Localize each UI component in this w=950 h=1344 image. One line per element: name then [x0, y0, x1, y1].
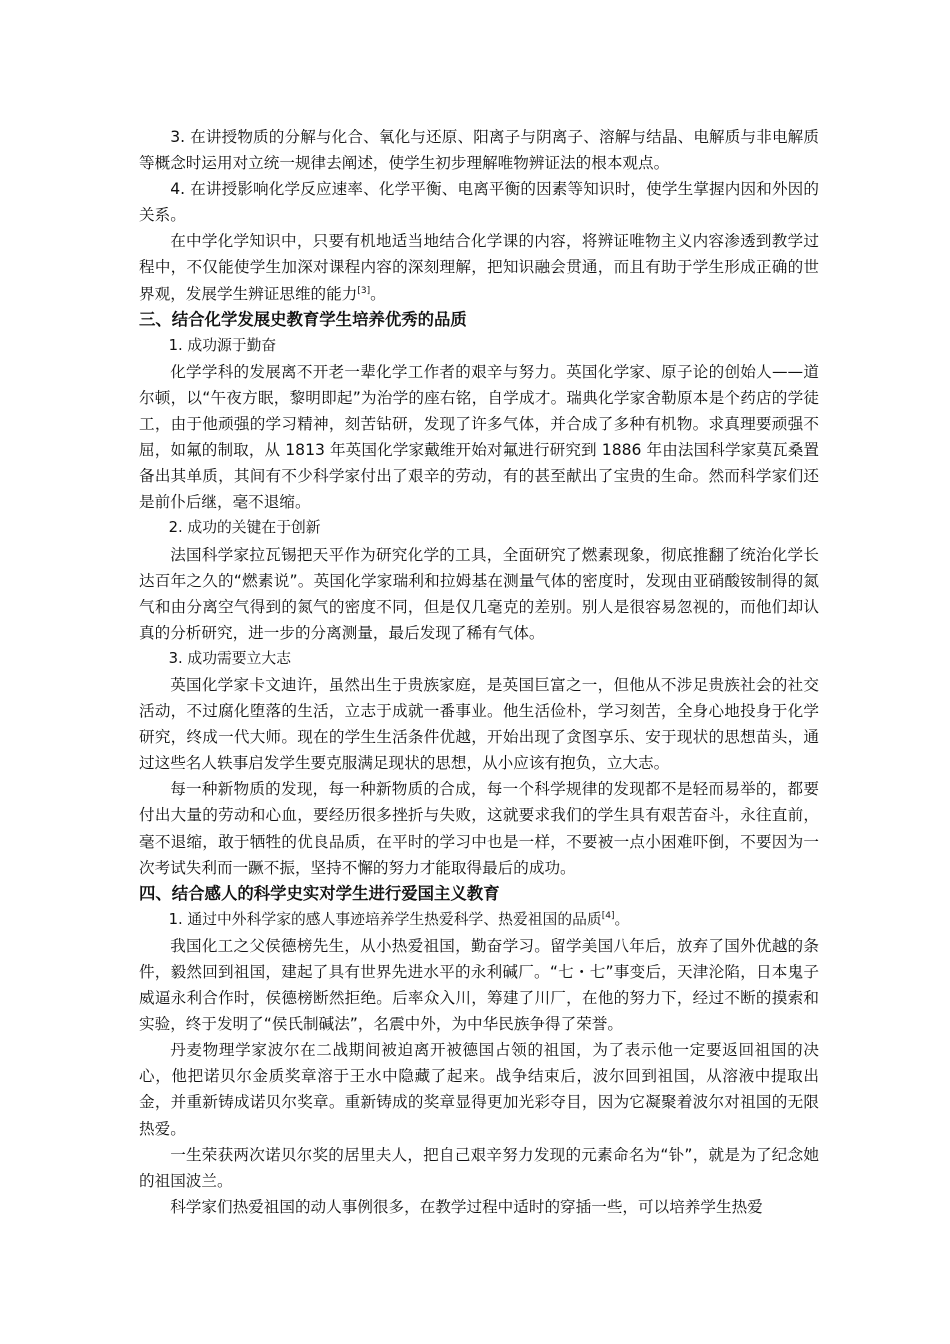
summary-text: 在中学化学知识中，只要有机地适当地结合化学课的内容，将辨证唯物主义内容渗透到教学过程中，不仅能使学生加深对课程内容的深刻理解，把知识融会贯通，而且有助于学生形成正确的世界观，发展学生辨证思维的能力 [139, 232, 819, 303]
subheading-patriotism [139, 907, 819, 933]
paragraph-closing: 科学家们热爱祖国的动人事例很多，在教学过程中适时的穿插一些，可以培养学生热爱 [170, 1197, 763, 1216]
subheading-diligence: 1. 成功源于勤奋 [168, 336, 277, 354]
paragraph-ambition: 英国化学家卡文迪许，虽然出生于贵族家庭，是英国巨富之一，但他从不涉足贵族社会的社交活动，不过腐化堕落的生活，立志于成就一番事业。他生活俭朴，学习刻苦，全身心地投身于化学研究，终成一代大师。现在的学生生活条件优越，开始出现了贪图享乐、安于现状的思想苗头，通过这些名人轶事启发学生要克服满足现状的思想，从小应该有抱负，立大志。 [139, 675, 819, 773]
paragraph-perseverance: 每一种新物质的发现，每一种新物质的合成，每一个科学规律的发现都不是轻而易举的，都要付出大量的劳动和心血，要经历很多挫折与失败，这就要求我们的学生具有艰苦奋斗，永往直前，毫不退缩，敢于牺牲的优良品质，在平时的学习中也是一样，不要被一点小困难吓倒，不要因为一次考试失利而一蹶不振，坚持不懈的努力才能取得最后的成功。 [139, 780, 819, 877]
paragraph-item-3: 3. 在讲授物质的分解与化合、氧化与还原、阳离子与阴离子、溶解与结晶、电解质与非电解质等概念时运用对立统一规律去阐述，使学生初步理解唯物辨证法的根本观点。 [139, 128, 819, 173]
citation-3: [3] [357, 285, 371, 296]
paragraph-hou-debang: 我国化工之父侯德榜先生，从小热爱祖国，勤奋学习。留学美国八年后，放弃了国外优越的条件，毅然回到祖国，建起了具有世界先进水平的永利碱厂。“七・七”事变后，天津沦陷，日本鬼子威逼永利合作时，侯德榜断然拒绝。后率众入川，筹建了川厂，在他的努力下，经过不断的摸索和实验，终于发明了“侯氏制碱法”，名震中外，为中华民族争得了荣誉。 [139, 936, 819, 1034]
paragraph-summary [139, 228, 819, 306]
paragraph-bohr: 丹麦物理学家波尔在二战期间被迫离开被德国占领的祖国，为了表示他一定要返回祖国的决心，他把诺贝尔金质奖章溶于王水中隐藏了起来。战争结束后，波尔回到祖国，从溶液中提取出金，并重新铸成诺贝尔奖章。重新铸成的奖章显得更加光彩夺目，因为它凝聚着波尔对祖国的无限热爱。 [139, 1041, 819, 1138]
citation-4: [4] [601, 910, 615, 921]
subheading-patriotism-end: 。 [614, 910, 630, 928]
paragraph-innovation: 法国科学家拉瓦锡把天平作为研究化学的工具，全面研究了燃素现象，彻底推翻了统治化学长达百年之久的“燃素说”。英国化学家瑞利和拉姆基在测量气体的密度时，发现由亚硝酸铵制得的氮气和由分离空气得到的氮气的密度不同，但是仅几毫克的差别。别人是很容易忽视的，而他们却认真的分析研究，进一步的分离测量，最后发现了稀有气体。 [139, 545, 819, 642]
paragraph-curie: 一生荣获两次诺贝尔奖的居里夫人，把自己艰辛努力发现的元素命名为“钋”，就是为了纪念她的祖国波兰。 [139, 1145, 819, 1190]
paragraph-item-4: 4. 在讲授影响化学反应速率、化学平衡、电离平衡的因素等知识时，使学生掌握内因和外因的关系。 [139, 180, 819, 225]
paragraph-diligence: 化学学科的发展离不开老一辈化学工作者的艰辛与努力。英国化学家、原子论的创始人——道尔顿，以“午夜方眠，黎明即起”为治学的座右铭，自学成才。瑞典化学家舍勒原本是个药店的学徒工，由于他顽强的学习精神，刻苦钻研，发现了许多气体，并合成了多种有机物。求真理要顽强不屈，如氟的制取，从 1813 年英国化学家戴维开始对氟进行研究到 1886 年由法国科学家莫瓦桑置备出其单质，其间有不少科学家付出了艰辛的劳动，有的甚至献出了宝贵的生命。然而科学家们还是前仆后继，毫不退缩。 [139, 362, 819, 512]
subheading-patriotism-text: 1. 通过中外科学家的感人事迹培养学生热爱科学、热爱祖国的品质 [168, 910, 602, 928]
subheading-innovation: 2. 成功的关键在于创新 [168, 519, 321, 537]
document-body [139, 124, 819, 1220]
section-3-heading: 三、结合化学发展史教育学生培养优秀的品质 [139, 309, 467, 329]
subheading-ambition: 3. 成功需要立大志 [168, 649, 291, 667]
section-4-heading: 四、结合感人的科学史实对学生进行爱国主义教育 [139, 883, 500, 903]
summary-end: 。 [370, 284, 386, 303]
